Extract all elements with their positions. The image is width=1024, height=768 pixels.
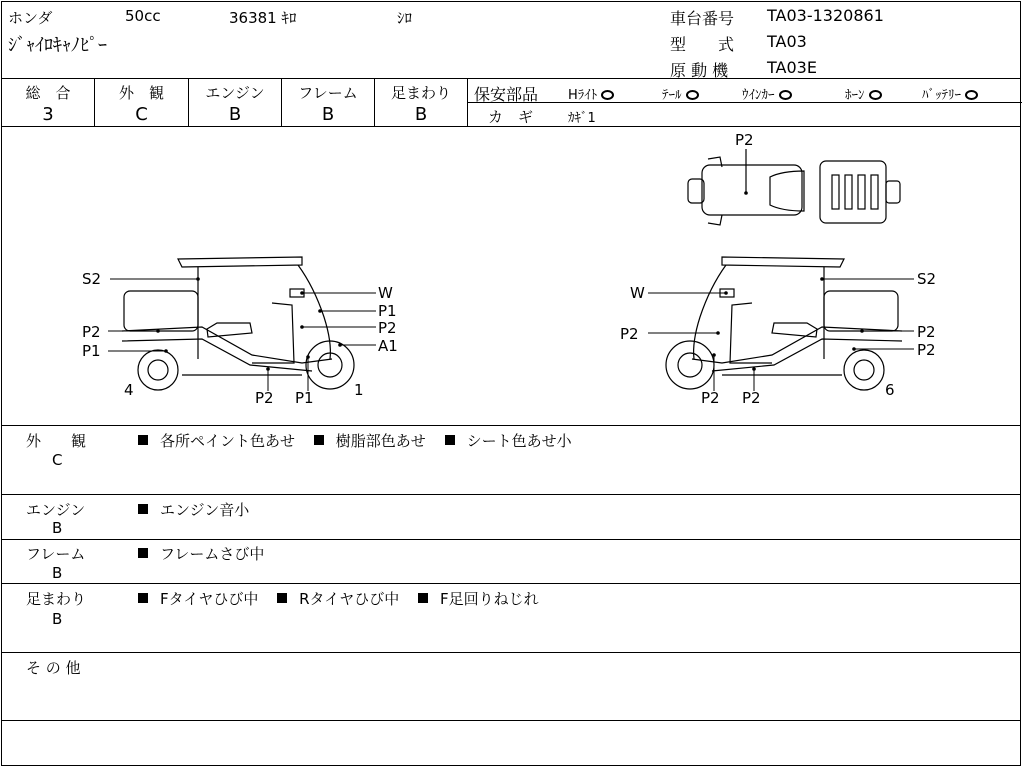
remark-label-exterior: 外 観: [26, 432, 87, 450]
safety-label: 保安部品: [474, 85, 539, 104]
ok-mark-icon: [601, 90, 614, 100]
divider: [2, 539, 1020, 540]
remark-label-engine: エンジン: [26, 501, 86, 519]
grade-value-frame: B: [321, 104, 335, 125]
left-w: W: [378, 284, 393, 302]
remark-grade-suspension: B: [52, 610, 63, 628]
inspection-sheet: [1, 1, 1021, 766]
bullet-icon: [138, 548, 148, 558]
grade-value-exterior: C: [135, 104, 148, 125]
type-label: 型 式: [670, 35, 735, 54]
bullet-icon: [277, 593, 287, 603]
bullet-icon: [138, 504, 148, 514]
frame-no-label: 車台番号: [670, 9, 735, 28]
left-p1-seat: P1: [378, 302, 397, 320]
safety-winker-label: ｳｲﾝｶｰ: [742, 88, 775, 103]
ok-mark-icon: [686, 90, 699, 100]
vehicle-diagram: [2, 127, 1022, 425]
engine-label: 原 動 機: [670, 61, 729, 80]
bullet-icon: [138, 593, 148, 603]
left-view-outline: [122, 257, 354, 390]
bullet-icon: [138, 435, 148, 445]
safety-headlight-label: Hﾗｲﾄ: [568, 88, 598, 103]
remark-item: シート色あせ小: [466, 432, 572, 450]
left-num-rear: 4: [124, 381, 134, 399]
remark-items-engine: [138, 499, 263, 520]
frame-no: TA03-1320861: [767, 6, 884, 25]
mileage-value: 36381: [229, 9, 277, 27]
right-num: 6: [885, 381, 895, 399]
remark-label-other: そ の 他: [26, 659, 81, 677]
grade-label-overall: 総 合: [25, 84, 71, 102]
safety-headlight: [568, 84, 614, 103]
safety-taillight-label: ﾃｰﾙ: [662, 88, 682, 103]
grade-label-suspension: 足まわり: [390, 84, 451, 102]
key-label: カ ギ: [488, 108, 534, 126]
divider: [2, 78, 1020, 79]
model-name: ｼﾞｬｲﾛｷｬﾉﾋﾟｰ: [8, 35, 107, 56]
right-p2-floor: P2: [742, 389, 761, 407]
left-p1-rear: P1: [82, 342, 101, 360]
remark-label-suspension: 足まわり: [26, 590, 87, 608]
key-value: ｶｷﾞ1: [568, 111, 596, 126]
engine-value: TA03E: [767, 58, 817, 77]
divider: [2, 652, 1020, 653]
remark-item: フレームさび中: [160, 545, 265, 563]
divider: [2, 425, 1020, 426]
remark-item: 樹脂部色あせ: [335, 432, 426, 450]
remark-items-frame: [138, 543, 278, 564]
remark-item: Fタイヤひび中: [160, 590, 259, 608]
remark-items-exterior: [138, 430, 586, 451]
right-p2-rear: P2: [917, 341, 936, 359]
remark-label-frame: フレーム: [26, 545, 86, 563]
safety-winker: [742, 84, 792, 103]
ok-mark-icon: [869, 90, 882, 100]
remark-items-suspension: [138, 588, 553, 609]
right-p2-cowl: P2: [620, 325, 639, 343]
safety-battery-label: ﾊﾞｯﾃﾘｰ: [922, 88, 961, 103]
left-p2-cowl: P2: [378, 319, 397, 337]
right-s2: S2: [917, 270, 937, 288]
divider: [2, 720, 1020, 721]
displacement: 50cc: [125, 7, 161, 25]
left-num-front: 1: [354, 381, 364, 399]
left-s2: S2: [82, 270, 102, 288]
remark-grade-exterior: C: [52, 451, 63, 469]
grade-label-frame: フレーム: [298, 84, 358, 102]
remark-grade-engine: B: [52, 519, 63, 537]
type-value: TA03: [767, 32, 807, 51]
remark-grade-frame: B: [52, 564, 63, 582]
bullet-icon: [445, 435, 455, 445]
divider: [2, 583, 1020, 584]
left-p2-floor: P2: [255, 389, 274, 407]
right-p2-box: P2: [917, 323, 936, 341]
right-view-outline: [666, 257, 902, 390]
left-p1-front: P1: [295, 389, 314, 407]
safety-battery: [922, 84, 978, 103]
bullet-icon: [418, 593, 428, 603]
mileage-unit: ｷﾛ: [281, 9, 297, 27]
safety-horn-label: ﾎｰﾝ: [845, 88, 865, 103]
grade-value-suspension: B: [414, 104, 428, 125]
remark-item: エンジン音小: [160, 501, 250, 519]
grade-label-engine: エンジン: [205, 84, 265, 102]
safety-taillight: [662, 84, 699, 103]
grade-value-overall: 3: [42, 104, 54, 125]
bullet-icon: [314, 435, 324, 445]
ok-mark-icon: [965, 90, 978, 100]
right-w: W: [630, 284, 645, 302]
grade-label-exterior: 外 観: [118, 84, 164, 102]
remark-item: Rタイヤひび中: [299, 590, 400, 608]
top-view-outline: [688, 149, 900, 225]
left-a1: A1: [378, 337, 398, 355]
divider: [2, 494, 1020, 495]
right-p2-front: P2: [701, 389, 720, 407]
remark-item: F足回りねじれ: [440, 590, 539, 608]
color: ｼﾛ: [397, 9, 413, 27]
mileage: [229, 7, 297, 28]
grade-value-engine: B: [228, 104, 242, 125]
safety-horn: [845, 84, 882, 103]
ok-mark-icon: [779, 90, 792, 100]
top-view-p2: P2: [735, 131, 754, 149]
maker: ホンダ: [8, 9, 53, 27]
left-p2-box: P2: [82, 323, 101, 341]
remark-item: 各所ペイント色あせ: [160, 432, 296, 450]
